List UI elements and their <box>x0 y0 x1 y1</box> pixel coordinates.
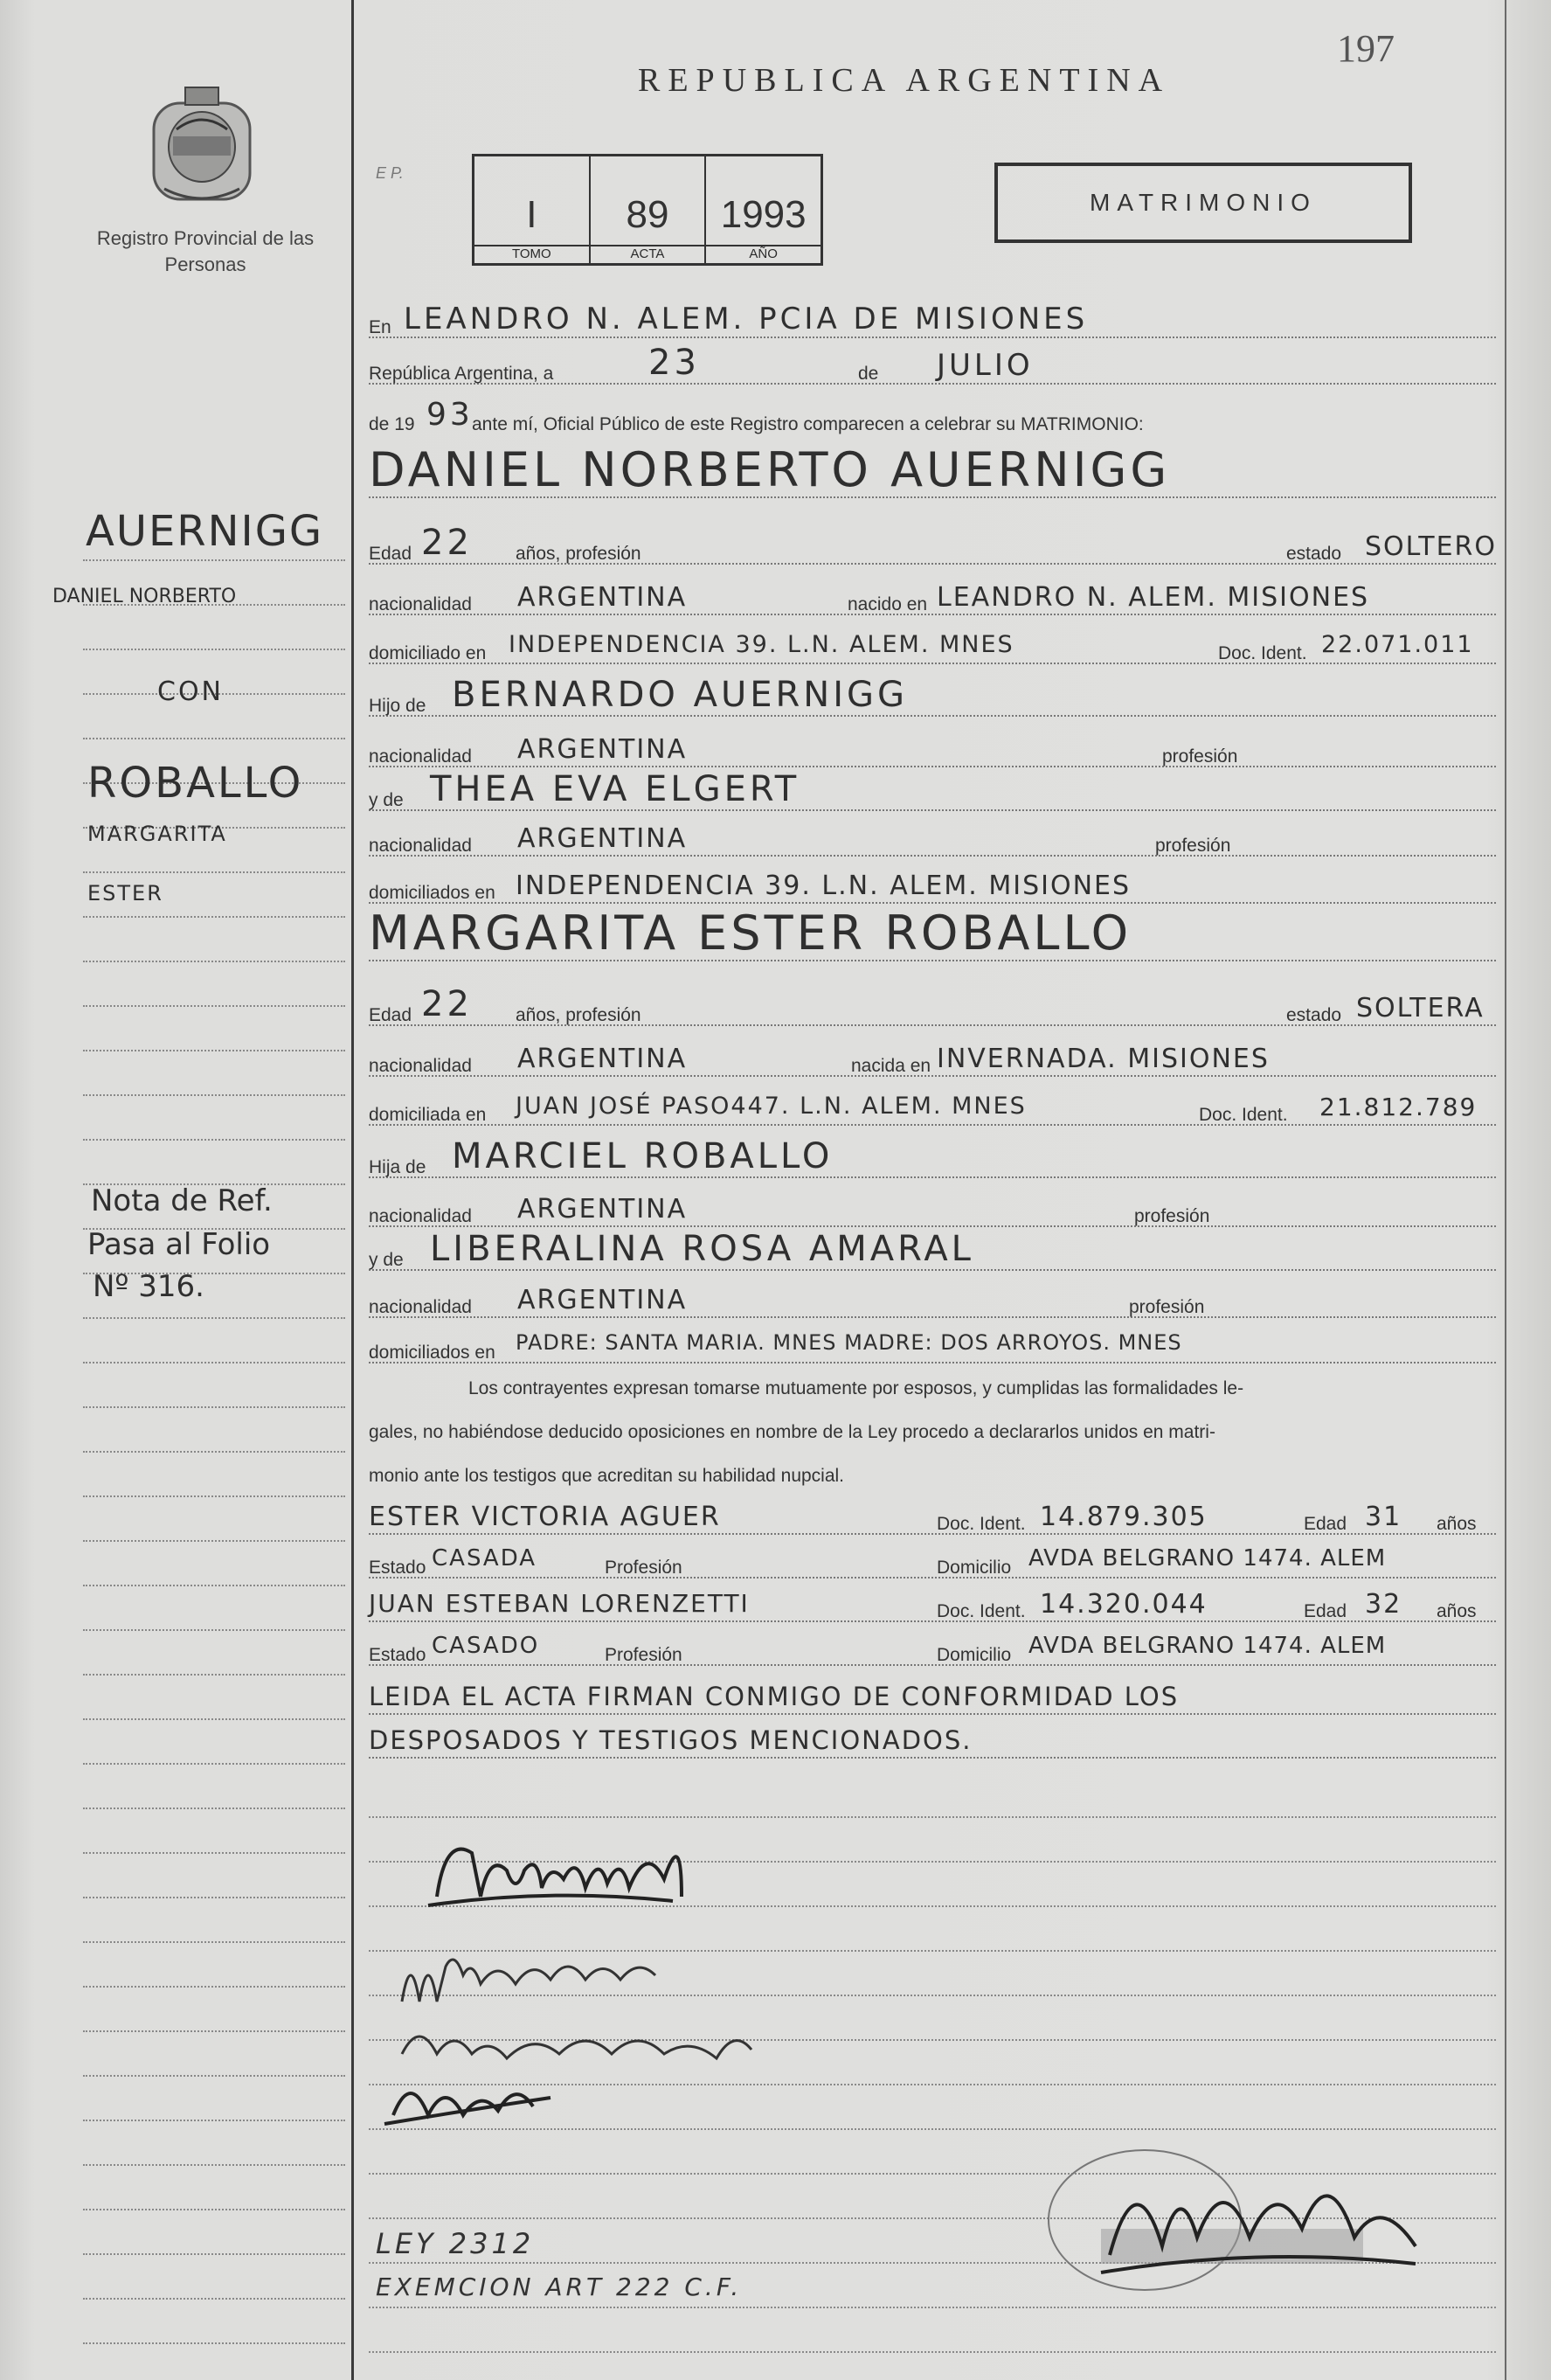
margin-rule <box>83 1094 345 1096</box>
bride-domicilio: JUAN JOSÉ PASO447. L.N. ALEM. MNES <box>516 1093 1027 1120</box>
body-rule <box>369 2307 1496 2308</box>
ano-value: 1993 <box>720 193 807 236</box>
bride-name-row <box>369 906 1496 968</box>
witness2-anos: años <box>1437 1601 1477 1621</box>
law-note-2: EXEMCION ART 222 C.F. <box>376 2272 743 2301</box>
republica-label: República Argentina, a <box>369 364 554 384</box>
groom-nacido-label: nacido en <box>848 594 928 614</box>
declaration-line2: gales, no habiéndose deducido oposiciones en nombre de la Ley procedo a declararlos unidos en matri- <box>369 1422 1215 1442</box>
bride-mother-nacionalidad: ARGENTINA <box>517 1285 688 1315</box>
margin-rule <box>83 2209 345 2210</box>
margin-rule <box>83 1897 345 1898</box>
margin-rule <box>83 2164 345 2166</box>
bride-mother-row <box>369 1229 1496 1278</box>
witness1-estado-label: Estado <box>369 1558 426 1578</box>
bride-yde-label: y de <box>369 1250 404 1270</box>
witness1-doc: 14.879.305 <box>1040 1502 1208 1532</box>
margin-rule <box>83 1718 345 1720</box>
groom-doms-label: domiciliados en <box>369 883 495 903</box>
witness1-anos: años <box>1437 1514 1477 1534</box>
groom-edad-label: Edad <box>369 544 412 564</box>
margin-rule <box>83 738 345 739</box>
groom-name-row <box>369 442 1496 505</box>
bride-nationality-row <box>369 1040 1496 1084</box>
margin-rule <box>83 1005 345 1007</box>
groom-full-name: DANIEL NORBERTO AUERNIGG <box>369 442 1171 497</box>
groom-yde-label: y de <box>369 790 404 810</box>
witness2-doc-label: Doc. Ident. <box>937 1601 1026 1621</box>
witness2-row <box>369 1586 1496 1629</box>
date-row <box>369 343 1496 392</box>
day-value: 23 <box>648 343 700 383</box>
groom-age-row <box>369 523 1497 572</box>
bride-father-nat-row <box>369 1190 1496 1234</box>
witness2-estado-label: Estado <box>369 1645 426 1665</box>
groom-father-prof-label: profesión <box>1162 746 1238 767</box>
groom-address-row <box>369 628 1496 671</box>
bride-father-prof-label: profesión <box>1134 1206 1210 1226</box>
year-prefix: de 19 <box>369 414 415 434</box>
groom-father: BERNARDO AUERNIGG <box>452 675 909 715</box>
groom-father-nat-row <box>369 731 1496 774</box>
ano-cell <box>706 156 821 263</box>
margin-con: CON <box>157 677 225 707</box>
groom-doc-label: Doc. Ident. <box>1218 643 1307 663</box>
witness1-domicilio: AVDA BELGRANO 1474. ALEM <box>1028 1545 1387 1572</box>
acta-cell <box>591 156 707 263</box>
witness2-prof-label: Profesión <box>605 1645 682 1665</box>
margin-rule <box>83 1495 345 1497</box>
bride-nac-label: nacionalidad <box>369 1056 472 1076</box>
groom-parents-address-row <box>369 867 1496 911</box>
registry-name: Registro Provincial de las Personas <box>96 227 315 275</box>
witness1-row <box>369 1498 1496 1542</box>
groom-domicilio: INDEPENDENCIA 39. L.N. ALEM. MNES <box>509 631 1014 658</box>
witness1-edad-label: Edad <box>1304 1514 1347 1534</box>
groom-mother-nat-row <box>369 820 1496 864</box>
margin-rule <box>83 2030 345 2032</box>
closing-line2: DESPOSADOS Y TESTIGOS MENCIONADOS. <box>369 1725 973 1755</box>
margin-rule <box>83 1808 345 1809</box>
margin-rule <box>83 649 345 650</box>
tomo-label: TOMO <box>474 245 589 261</box>
bride-doms-label: domiciliados en <box>369 1343 495 1363</box>
margin-rule <box>83 559 345 561</box>
law-note-1: LEY 2312 <box>376 2227 535 2260</box>
bride-estado: SOLTERA <box>1356 993 1485 1023</box>
witness2-name: JUAN ESTEBAN LORENZETTI <box>369 1589 750 1618</box>
bride-hija-label: Hija de <box>369 1157 426 1177</box>
volume-box <box>472 154 823 266</box>
bride-prof-label: años, profesión <box>516 1005 641 1025</box>
bride-mother-prof-label: profesión <box>1129 1297 1205 1317</box>
groom-father-nacionalidad: ARGENTINA <box>517 734 688 765</box>
margin-rule <box>83 1763 345 1765</box>
margin-rule <box>83 1941 345 1943</box>
margin-rule <box>83 2120 345 2121</box>
margin-rule <box>83 2253 345 2255</box>
margin-rule <box>83 1362 345 1363</box>
witness2-edad-label: Edad <box>1304 1601 1347 1621</box>
groom-father-row <box>369 675 1496 724</box>
bride-doc: 21.812.789 <box>1319 1093 1478 1121</box>
groom-nac-label: nacionalidad <box>369 594 472 614</box>
tomo-value: I <box>526 193 537 236</box>
bride-nacida-label: nacida en <box>851 1056 931 1076</box>
groom-mother-prof-label: profesión <box>1155 836 1231 856</box>
groom-signature <box>419 1818 717 1923</box>
acta-value: 89 <box>626 193 669 236</box>
groom-father-nac-label: nacionalidad <box>369 746 472 767</box>
margin-note-2: Pasa al Folio <box>87 1227 271 1262</box>
witness1-details-row <box>369 1542 1496 1586</box>
margin-rule <box>83 1585 345 1586</box>
groom-mother-row <box>369 769 1496 818</box>
margin-given-2a: MARGARITA <box>87 822 227 846</box>
bride-edad-label: Edad <box>369 1005 412 1025</box>
bride-mother-nat-row <box>369 1281 1496 1325</box>
provincial-crest-icon <box>150 84 253 206</box>
ano-label: AÑO <box>706 245 821 261</box>
witness2-doc: 14.320.044 <box>1040 1589 1208 1620</box>
margin-rule <box>83 1629 345 1631</box>
bride-full-name: MARGARITA ESTER ROBALLO <box>369 906 1132 961</box>
declaration-line1: Los contrayentes expresan tomarse mutuamente por esposos, y cumplidas las formalidades le- <box>468 1378 1244 1398</box>
bride-birthplace: INVERNADA. MISIONES <box>937 1044 1270 1074</box>
margin-rule <box>83 1050 345 1051</box>
margin-rule <box>83 1674 345 1676</box>
groom-prof-label: años, profesión <box>516 544 641 564</box>
bride-doc-label: Doc. Ident. <box>1199 1105 1288 1125</box>
bride-age: 22 <box>421 984 473 1024</box>
bride-address-row <box>369 1089 1496 1133</box>
witness1-doc-label: Doc. Ident. <box>937 1514 1026 1534</box>
groom-nationality-row <box>369 579 1496 622</box>
ep-mark: E P. <box>376 164 404 182</box>
bride-age-row <box>369 984 1496 1033</box>
bride-father-nacionalidad: ARGENTINA <box>517 1194 688 1225</box>
intro-text: ante mí, Oficial Público de este Registro comparecen a celebrar su MATRIMONIO: <box>472 414 1144 434</box>
witness1-dom-label: Domicilio <box>937 1558 1012 1578</box>
margin-rule <box>83 1317 345 1319</box>
witness2-estado: CASADO <box>432 1633 540 1659</box>
margin-rule <box>83 961 345 962</box>
witness2-age: 32 <box>1365 1589 1402 1620</box>
margin-rule <box>83 1406 345 1408</box>
margin-divider <box>351 0 354 2380</box>
margin-note-1: Nota de Ref. <box>91 1183 273 1218</box>
groom-nacionalidad: ARGENTINA <box>517 582 688 613</box>
bride-parents-dom: PADRE: SANTA MARIA. MNES MADRE: DOS ARROYOS. MNES <box>516 1330 1182 1355</box>
witness2-details-row <box>369 1629 1496 1673</box>
declaration-line3: monio ante los testigos que acreditan su habilidad nupcial. <box>369 1466 845 1486</box>
margin-given-1: DANIEL NORBERTO <box>52 586 237 607</box>
page-edge-line <box>1505 0 1506 2380</box>
margin-note-3: Nº 316. <box>93 1269 204 1304</box>
groom-parents-dom: INDEPENDENCIA 39. L.N. ALEM. MISIONES <box>516 871 1132 901</box>
witness1-estado: CASADA <box>432 1545 537 1572</box>
bride-mother-nac-label: nacionalidad <box>369 1297 472 1317</box>
closing-line2-row <box>369 1722 1496 1766</box>
witness1-age: 31 <box>1365 1502 1402 1532</box>
groom-estado: SOLTERO <box>1365 531 1497 562</box>
official-seal-and-signature <box>1031 2141 1433 2299</box>
en-label: En <box>369 317 391 337</box>
margin-rule <box>83 1540 345 1542</box>
de-label: de <box>858 364 879 384</box>
year-row <box>369 399 1496 442</box>
body-rule <box>369 2351 1496 2353</box>
bride-dom-label: domiciliada en <box>369 1105 487 1125</box>
bride-estado-label: estado <box>1286 1005 1342 1025</box>
year-suffix: 93 <box>426 397 474 433</box>
margin-surname-1: AUERNIGG <box>86 507 324 556</box>
bride-father-row <box>369 1136 1496 1185</box>
margin-rule <box>83 1986 345 1988</box>
groom-age: 22 <box>421 523 473 563</box>
place-row <box>369 302 1496 345</box>
margin-surname-2: ROBALLO <box>87 759 304 808</box>
groom-estado-label: estado <box>1286 544 1342 564</box>
country-title: REPUBLICA ARGENTINA <box>638 62 1171 99</box>
witness2-domicilio: AVDA BELGRANO 1474. ALEM <box>1028 1633 1387 1659</box>
margin-rule <box>83 2075 345 2077</box>
bride-nacionalidad: ARGENTINA <box>517 1044 688 1074</box>
margin-rule <box>83 2298 345 2300</box>
margin-rule <box>83 1451 345 1453</box>
closing-line1-row <box>369 1678 1496 1722</box>
record-type-box: MATRIMONIO <box>994 163 1412 243</box>
groom-hijo-label: Hijo de <box>369 696 426 716</box>
groom-mother: THEA EVA ELGERT <box>430 769 800 809</box>
page-number: 197 <box>1337 27 1395 70</box>
margin-rule <box>83 1139 345 1141</box>
month-value: JULIO <box>937 348 1034 383</box>
groom-mother-nac-label: nacionalidad <box>369 836 472 856</box>
groom-dom-label: domiciliado en <box>369 643 487 663</box>
groom-birthplace: LEANDRO N. ALEM. MISIONES <box>937 582 1370 613</box>
place-value: LEANDRO N. ALEM. PCIA DE MISIONES <box>404 302 1089 337</box>
margin-rule <box>83 2342 345 2344</box>
witness1-name: ESTER VICTORIA AGUER <box>369 1502 721 1532</box>
bride-parents-address-row <box>369 1327 1496 1370</box>
margin-rule <box>83 871 345 873</box>
margin-rule <box>83 1852 345 1854</box>
groom-mother-nacionalidad: ARGENTINA <box>517 823 688 854</box>
bride-father-nac-label: nacionalidad <box>369 1206 472 1226</box>
margin-given-2b: ESTER <box>87 881 163 906</box>
groom-doc: 22.071.011 <box>1321 631 1474 658</box>
bride-father: MARCIEL ROBALLO <box>452 1136 834 1176</box>
closing-line1: LEIDA EL ACTA FIRMAN CONMIGO DE CONFORMIDAD LOS <box>369 1682 1180 1711</box>
tomo-cell <box>474 156 591 263</box>
witness1-prof-label: Profesión <box>605 1558 682 1578</box>
acta-label: ACTA <box>591 245 705 261</box>
witness2-dom-label: Domicilio <box>937 1645 1012 1665</box>
bride-mother: LIBERALINA ROSA AMARAL <box>430 1229 974 1269</box>
witness2-signature <box>376 2063 568 2141</box>
margin-rule <box>83 916 345 918</box>
